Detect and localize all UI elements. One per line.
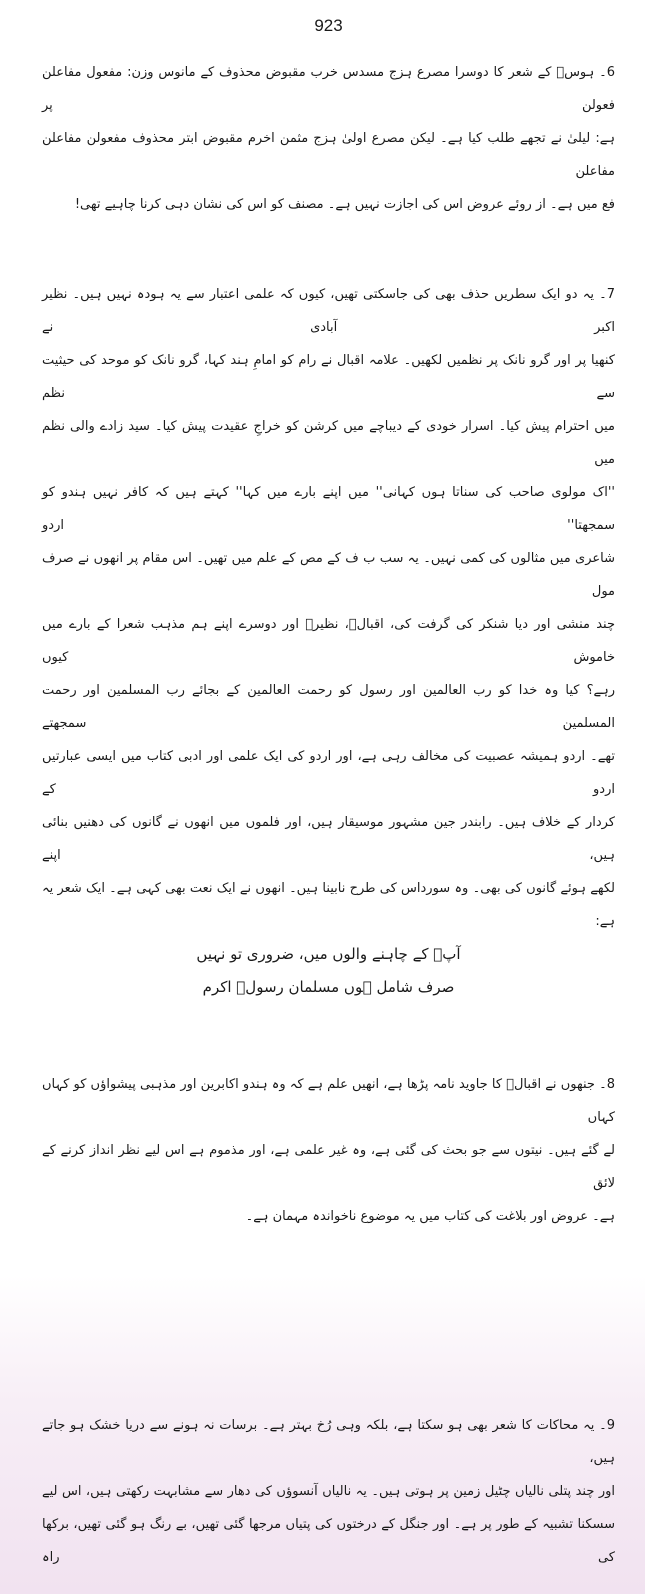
note-9 bbox=[42, 1409, 615, 1574]
text-line: چند منشی اور دیا شنکر کی گرفت کی، اقبالؔ، نظیرؔ اور دوسرے اپنے ہم مذہب شعرا کے بارے میں خاموش کیوں bbox=[42, 617, 615, 665]
text-line: تھے۔ اردو ہمیشہ عصبیت کی مخالف رہی ہے، اور اردو کی ایک علمی اور ادبی کتاب میں ایسی عبارتیں اردو کے bbox=[42, 749, 615, 797]
text-line: میں احترام پیش کیا۔ اسرار خودی کے دیباچے میں کرشن کو خراجِ عقیدت پیش کیا۔ سید زادے والی نظم میں bbox=[42, 419, 615, 467]
text-line: کردار کے خلاف ہیں۔ رابندر جین مشہور موسیقار ہیں، اور فلموں میں انھوں نے گانوں کی دھنیں بنائی ہیں، اپنے bbox=[42, 815, 615, 863]
text-line: 7۔ یہ دو ایک سطریں حذف بھی کی جاسکتی تھیں، کیوں کہ علمی اعتبار سے یہ ہودہ نہیں ہیں۔ نظیر اکبر آبادی نے bbox=[42, 287, 615, 335]
text-line: لے گئے ہیں۔ نیتوں سے جو بحث کی گئی ہے، وہ غیر علمی ہے، اور مذموم ہے اس لیے نظر انداز کرنے کے لائق bbox=[42, 1143, 615, 1191]
text-line: سسکنا تشبیہ کے طور پر ہے۔ اور جنگل کے درختوں کی پتیاں مرجھا گئی تھیں، بے رنگ ہو گئی تھیں، برکھا کی راہ bbox=[42, 1517, 615, 1565]
note-6 bbox=[42, 56, 615, 221]
couplet-line-2: صرف شامل ہوں مسلمان رسولؐ اکرم bbox=[202, 978, 455, 996]
text-line: کنھیا پر اور گرو نانک پر نظمیں لکھیں۔ علامہ اقبال نے رام کو امامِ ہند کہا، گرو نانک کو موحد کی حیثیت سے نظم bbox=[42, 353, 615, 401]
note-7 bbox=[42, 278, 615, 1004]
text-line: فع میں ہے۔ از روئے عروض اس کی اجازت نہیں ہے۔ مصنف کو اس کی نشان دہی کرنا چاہیے تھی! bbox=[74, 197, 615, 212]
text-line: ہے: لیلیٰ نے تجھے طلب کیا ہے۔ لیکن مصرع اولیٰ ہزج مثمن اخرم مقبوض ابتر محذوف مفعولن مفاعلن مفاعلن bbox=[42, 131, 615, 179]
text-line: رہے؟ کیا وہ خدا کو رب العالمین اور رسول کو رحمت العالمین کے بجائے رب المسلمین اور رحمت المسلمین سمجھتے bbox=[42, 683, 615, 731]
text-line: اور چند پتلی نالیاں چٹیل زمین پر ہوتی ہیں۔ یہ نالیاں آنسوؤں کی دھار سے مشابہت رکھتی ہیں، اس لیے bbox=[42, 1484, 615, 1499]
text-line: شاعری میں مثالوں کی کمی نہیں۔ یہ سب ب ف کے مص کے علم میں تھیں۔ اس مقام پر انھوں نے صرف مول bbox=[42, 551, 615, 599]
note-8 bbox=[42, 1068, 615, 1233]
text-line: ہے۔ عروض اور بلاغت کی کتاب میں یہ موضوع ناخواندہ مہمان ہے۔ bbox=[245, 1209, 615, 1224]
couplet-line-1: آپؐ کے چاہنے والوں میں، ضروری تو نہیں bbox=[196, 945, 461, 963]
text-line: 8۔ جنھوں نے اقبالؔ کا جاوید نامہ پڑھا ہے، انھیں علم ہے کہ وہ ہندو اکابرین اور مذہبی پیشواؤں کو کہاں کہاں bbox=[42, 1077, 615, 1125]
page-number: 923 bbox=[314, 16, 343, 35]
text-line: لکھے ہوئے گانوں کی بھی۔ وہ سورداس کی طرح نابینا ہیں۔ انھوں نے ایک نعت بھی کہی ہے۔ ایک شعر یہ ہے: bbox=[42, 881, 615, 929]
text-line: 6۔ ہوسؔ کے شعر کا دوسرا مصرع ہزج مسدس خرب مقبوض محذوف کے مانوس وزن: مفعول مفاعلن فعولن پر bbox=[42, 65, 615, 113]
text-line: 9۔ یہ محاکات کا شعر بھی ہو سکتا ہے، بلکہ وہی رُخ بہتر ہے۔ برسات نہ ہونے سے دریا خشک ہو جاتے ہیں، bbox=[42, 1418, 615, 1466]
text-line: ''اک مولوی صاحب کی سناتا ہوں کہانی'' میں اپنے بارے میں کہا'' کہتے ہیں کہ کافر نہیں ہندو کو سمجھتا'' اردو bbox=[42, 485, 615, 533]
